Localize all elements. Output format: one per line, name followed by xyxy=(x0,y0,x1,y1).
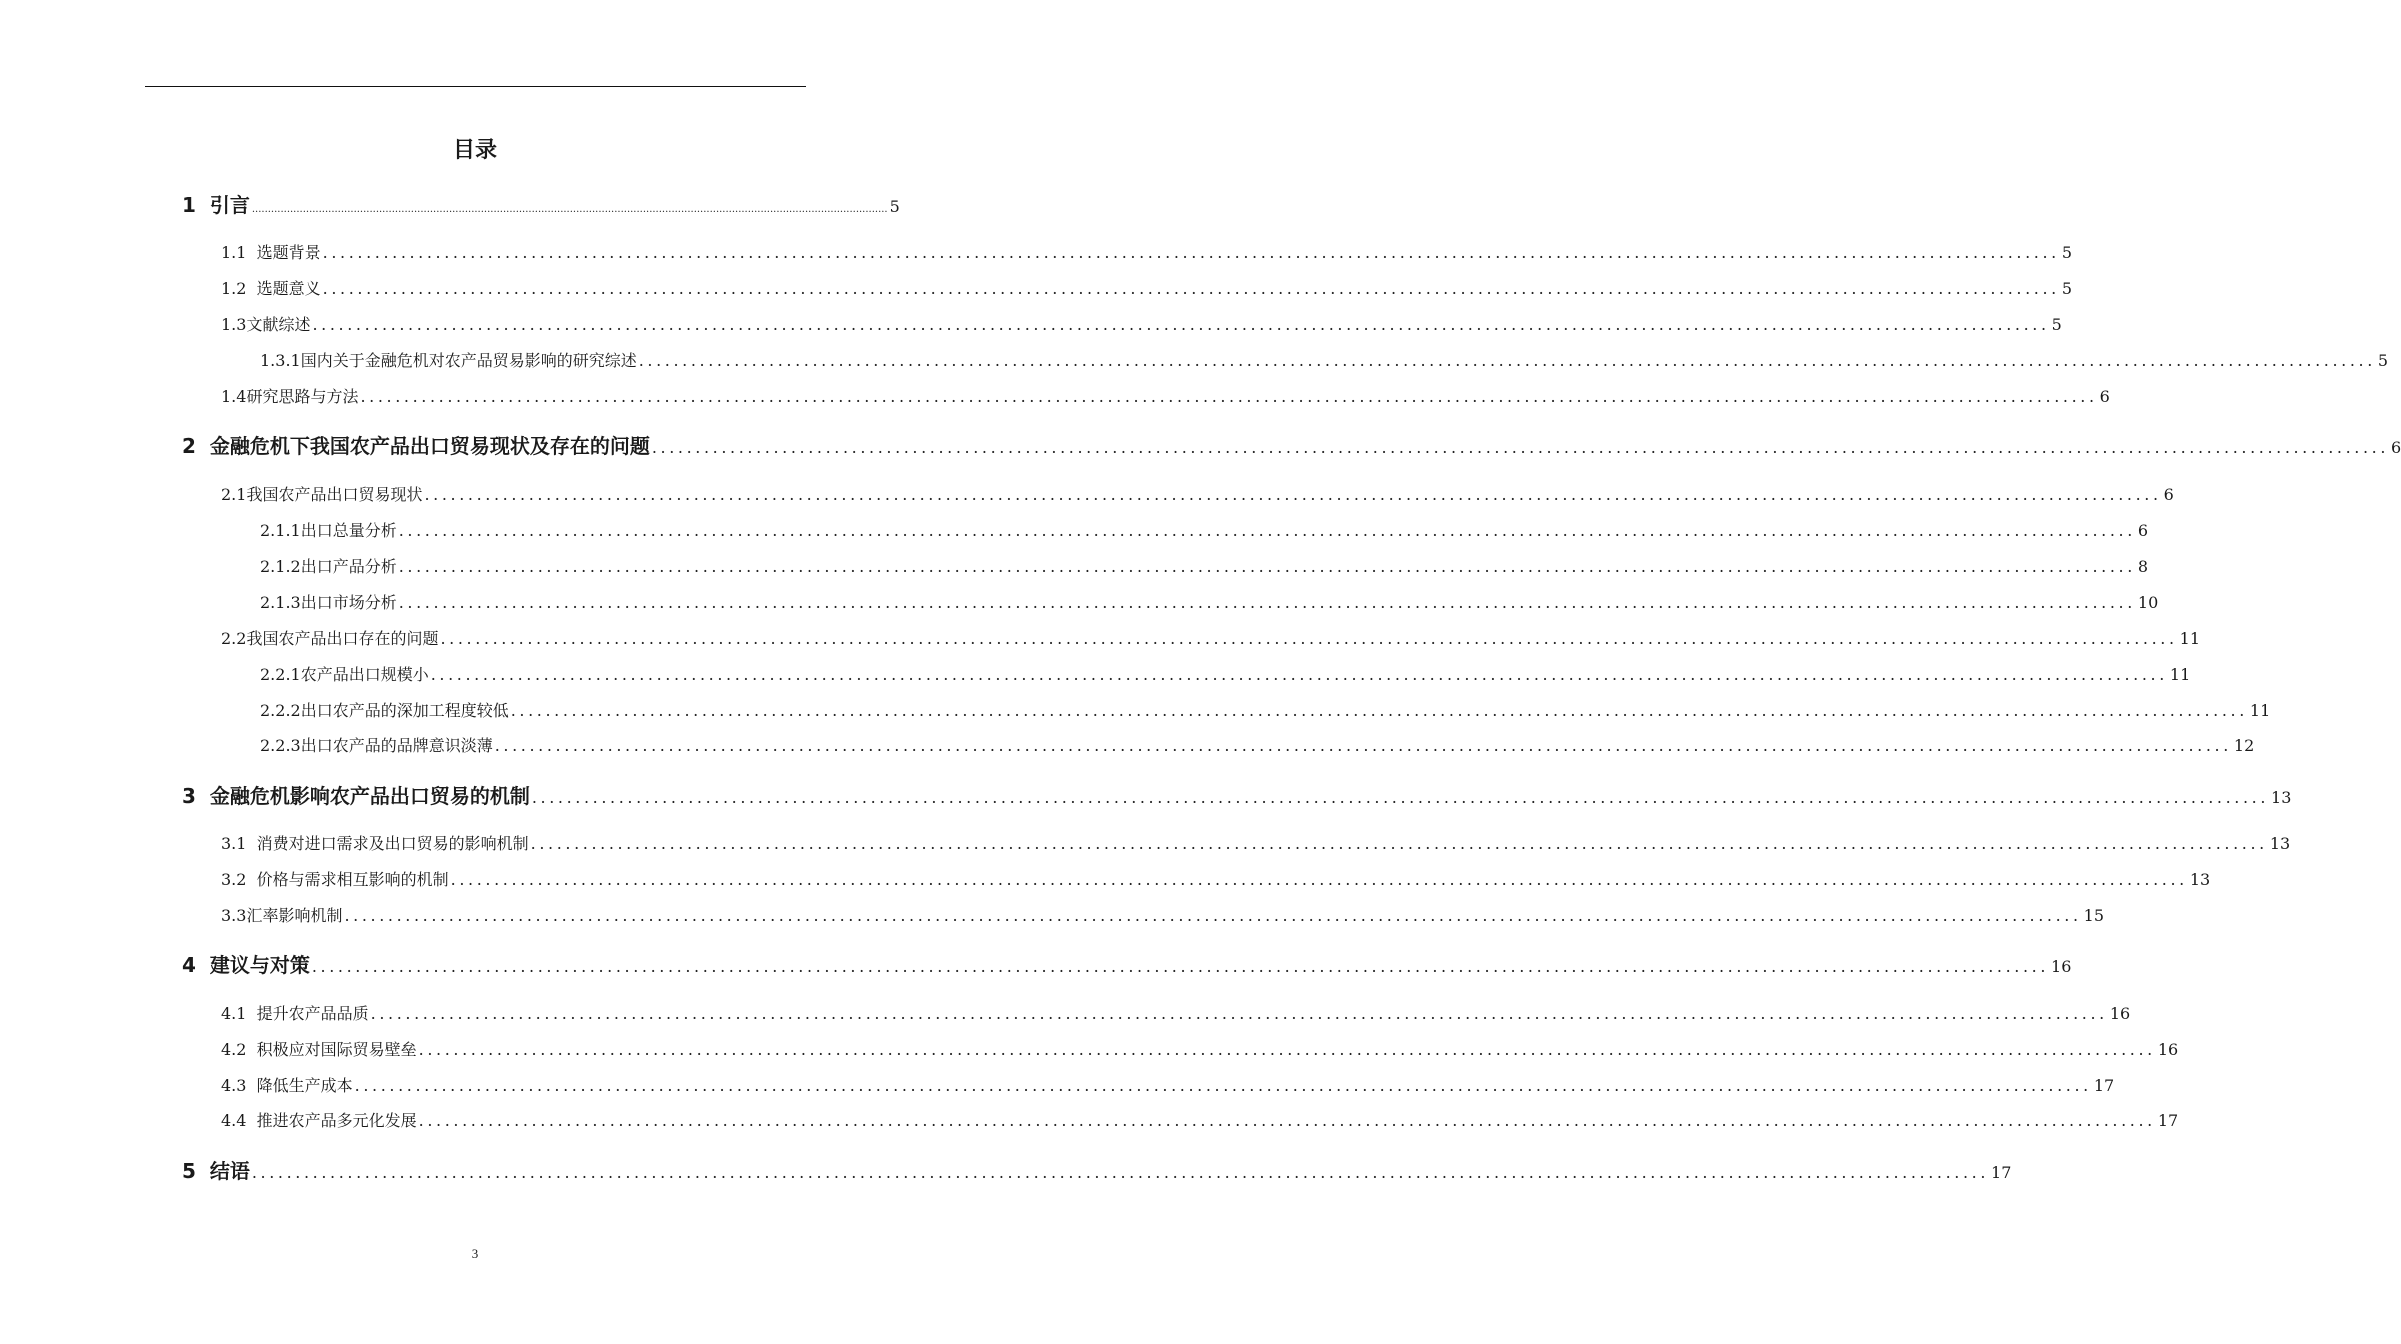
toc-entry-title: 出口农产品的品牌意识淡薄 xyxy=(300,736,493,755)
toc-entry-gap xyxy=(246,999,256,1029)
toc-dot-leader: ........................................................................................................................................................................................................ xyxy=(398,557,2136,576)
toc-entry-page: 11 xyxy=(2179,629,2201,648)
toc-title: 目录 xyxy=(452,138,497,163)
toc-entry[interactable] xyxy=(221,624,2201,654)
toc-entry-page: 16 xyxy=(2051,957,2072,976)
toc-entry-number: 1.4 xyxy=(221,387,247,406)
toc-entry[interactable] xyxy=(221,865,2211,895)
toc-entry-number: 2.2.1 xyxy=(260,665,301,684)
toc-entry-gap xyxy=(196,950,210,980)
toc-dot-leader: ........................................................................................................................................................................................................ xyxy=(418,1040,2156,1059)
toc-entry-number: 3.3 xyxy=(221,906,247,925)
toc-entry[interactable] xyxy=(221,1071,2115,1101)
page-number: 3 xyxy=(471,1246,479,1261)
toc-entry-gap xyxy=(246,829,256,859)
toc-entry-title: 价格与需求相互影响的机制 xyxy=(256,870,449,889)
toc-entry-title: 积极应对国际贸易壁垒 xyxy=(256,1040,417,1059)
toc-entry-number: 4.3 xyxy=(221,1076,247,1095)
toc-dot-leader: ........................................................................................................................................................................................................ xyxy=(531,788,2270,807)
toc-entry[interactable] xyxy=(221,999,2131,1029)
toc-entry-page: 8 xyxy=(2137,557,2149,576)
toc-entry-page: 17 xyxy=(2093,1076,2115,1095)
toc-dot-leader: ........................................................................................................................................................................................................ xyxy=(424,485,2162,504)
toc-entry-page: 5 xyxy=(2061,243,2073,262)
toc-dot-leader: ........................................................................................................................................................................................................ xyxy=(311,957,2050,976)
toc-entry-page: 6 xyxy=(2163,485,2174,504)
toc-entry[interactable] xyxy=(260,552,2149,582)
toc-dot-leader: ........................................................................................................................................................................................................ xyxy=(322,279,2060,298)
toc-dot-leader: ........................................................................................................................................................................................................ xyxy=(398,593,2136,612)
toc-entry-title: 引言 xyxy=(209,193,250,217)
toc-entry-title: 建议与对策 xyxy=(209,953,310,977)
toc-dot-leader: ........................................................................................................................................................................................................ xyxy=(440,629,2178,648)
toc-entry-number: 4.2 xyxy=(221,1040,247,1059)
toc-entry-number: 3 xyxy=(182,784,196,808)
toc-entry-page: 13 xyxy=(2271,788,2292,807)
toc-entry-title: 我国农产品出口存在的问题 xyxy=(246,629,439,648)
toc-entry-title: 国内关于金融危机对农产品贸易影响的研究综述 xyxy=(300,351,637,370)
toc-entry[interactable] xyxy=(182,431,2401,461)
toc-entry-gap xyxy=(246,1071,256,1101)
toc-entry-title: 提升农产品品质 xyxy=(256,1004,369,1023)
toc-entry[interactable] xyxy=(260,660,2191,690)
toc-entry[interactable] xyxy=(221,901,2105,931)
toc-entry-gap xyxy=(196,781,210,811)
toc-entry-page: 16 xyxy=(2157,1040,2179,1059)
toc-entry-title: 农产品出口规模小 xyxy=(300,665,429,684)
toc-entry-number: 2 xyxy=(182,434,196,458)
toc-entry-page: 17 xyxy=(1991,1163,2012,1182)
toc-entry-title: 出口市场分析 xyxy=(300,593,397,612)
toc-entry-number: 1.3.1 xyxy=(260,351,301,370)
toc-dot-leader: ........................................................................................................................................................................................................ xyxy=(312,315,2050,334)
toc-entry-title: 金融危机影响农产品出口贸易的机制 xyxy=(209,784,530,808)
toc-entry-number: 1.3 xyxy=(221,315,247,334)
toc-entry-number: 1.1 xyxy=(221,243,247,262)
toc-entry[interactable] xyxy=(260,588,2159,618)
toc-dot-leader: ........................................................................................................................................................................................................ xyxy=(418,1111,2156,1130)
toc-dot-leader: ........................................................................................................................................................................................................ xyxy=(430,665,2168,684)
toc-dot-leader: ........................................................................................................................................................................................................ xyxy=(398,521,2136,540)
toc-entry-page: 5 xyxy=(2051,315,2062,334)
toc-entry-page: 5 xyxy=(889,197,900,216)
toc-entry-gap xyxy=(196,431,210,461)
toc-entry-number: 2.2.2 xyxy=(260,701,301,720)
toc-entry-title: 汇率影响机制 xyxy=(246,906,343,925)
toc-entry[interactable] xyxy=(221,480,2174,510)
toc-entry-number: 2.2 xyxy=(221,629,247,648)
toc-dot-leader: ........................................................................................................................................................................................................ xyxy=(344,906,2082,925)
toc-entry[interactable] xyxy=(182,1156,2012,1186)
toc-entry-number: 4 xyxy=(182,953,196,977)
toc-entry-number: 3.2 xyxy=(221,870,247,889)
toc-entry[interactable] xyxy=(221,310,2062,340)
toc-entry-title: 结语 xyxy=(209,1159,250,1183)
toc-entry[interactable] xyxy=(221,274,2073,304)
toc-entry-number: 1 xyxy=(182,193,196,217)
toc-entry-title: 出口产品分析 xyxy=(300,557,397,576)
toc-entry[interactable] xyxy=(221,829,2291,859)
toc-entry-number: 4.1 xyxy=(221,1004,247,1023)
toc-entry-number: 2.1.2 xyxy=(260,557,301,576)
toc-entry-page: 11 xyxy=(2169,665,2191,684)
toc-dot-leader: ........................................................................................................................................................................................................ xyxy=(450,870,2188,889)
toc-entry-title: 推进农产品多元化发展 xyxy=(256,1111,417,1130)
toc-entry-page: 12 xyxy=(2233,736,2255,755)
toc-entry-page: 16 xyxy=(2109,1004,2131,1023)
toc-entry[interactable] xyxy=(182,950,2072,980)
toc-dot-leader: ........................................................................................................................................................................................................ xyxy=(251,1163,1990,1182)
toc-entry-number: 4.4 xyxy=(221,1111,247,1130)
toc-entry-title: 选题意义 xyxy=(256,279,321,298)
toc-entry-gap xyxy=(246,865,256,895)
toc-entry-page: 6 xyxy=(2099,387,2110,406)
toc-entry-page: 13 xyxy=(2269,834,2291,853)
toc-entry-number: 5 xyxy=(182,1159,196,1183)
toc-dot-leader: ........................................................................................................................................................................................................ xyxy=(530,834,2268,853)
toc-dot-leader: ........................................................................................................................................................................................................ xyxy=(251,204,888,215)
toc-entry-gap xyxy=(246,1106,256,1136)
toc-entry-gap xyxy=(246,274,256,304)
toc-entry[interactable] xyxy=(182,781,2292,811)
toc-dot-leader: ........................................................................................................................................................................................................ xyxy=(322,243,2060,262)
toc-entry-page: 17 xyxy=(2157,1111,2179,1130)
toc-entry-page: 6 xyxy=(2137,521,2149,540)
toc-entry[interactable] xyxy=(260,731,2255,761)
toc-entry-number: 1.2 xyxy=(221,279,247,298)
toc-entry-title: 金融危机下我国农产品出口贸易现状及存在的问题 xyxy=(209,434,650,458)
toc-entry-title: 我国农产品出口贸易现状 xyxy=(246,485,423,504)
toc-entry-title: 消费对进口需求及出口贸易的影响机制 xyxy=(256,834,529,853)
toc-entry-gap xyxy=(196,190,210,220)
toc-entry[interactable] xyxy=(221,238,2073,268)
toc-entry-number: 2.2.3 xyxy=(260,736,301,755)
toc-entry-title: 降低生产成本 xyxy=(256,1076,353,1095)
toc-dot-leader: ........................................................................................................................................................................................................ xyxy=(360,387,2098,406)
toc-entry-page: 6 xyxy=(2391,438,2401,457)
toc-entry-page: 5 xyxy=(2061,279,2073,298)
toc-entry-number: 2.1 xyxy=(221,485,247,504)
toc-entry-page: 13 xyxy=(2189,870,2211,889)
toc-entry[interactable] xyxy=(221,1106,2179,1136)
toc-entry-number: 3.1 xyxy=(221,834,247,853)
toc-entry[interactable] xyxy=(260,696,2271,726)
toc-entry-title: 选题背景 xyxy=(256,243,321,262)
toc-dot-leader: ........................................................................................................................................................................................................ xyxy=(354,1076,2092,1095)
toc-entry-title: 出口农产品的深加工程度较低 xyxy=(300,701,509,720)
toc-entry-title: 出口总量分析 xyxy=(300,521,397,540)
toc-entry[interactable] xyxy=(221,1035,2179,1065)
toc-dot-leader: ........................................................................................................................................................................................................ xyxy=(370,1004,2108,1023)
toc-entry-page: 11 xyxy=(2249,701,2271,720)
toc-entry-gap xyxy=(246,1035,256,1065)
toc-entry[interactable] xyxy=(260,516,2149,546)
toc-entry-title: 文献综述 xyxy=(246,315,311,334)
toc-dot-leader: ........................................................................................................................................................................................................ xyxy=(638,351,2376,370)
toc-entry[interactable] xyxy=(221,382,2110,412)
toc-entry-gap xyxy=(246,238,256,268)
toc-dot-leader: ........................................................................................................................................................................................................ xyxy=(651,438,2390,457)
toc-entry-title: 研究思路与方法 xyxy=(246,387,359,406)
toc-entry-page: 5 xyxy=(2377,351,2389,370)
toc-entry-page: 15 xyxy=(2083,906,2105,925)
toc-entry[interactable] xyxy=(260,346,2389,376)
toc-entry-number: 2.1.3 xyxy=(260,593,301,612)
toc-entry-gap xyxy=(196,1156,210,1186)
toc-entry-number: 2.1.1 xyxy=(260,521,301,540)
toc-dot-leader: ........................................................................................................................................................................................................ xyxy=(510,701,2248,720)
toc-entry[interactable] xyxy=(182,190,900,220)
toc-dot-leader: ........................................................................................................................................................................................................ xyxy=(494,736,2232,755)
toc-entry-page: 10 xyxy=(2137,593,2159,612)
